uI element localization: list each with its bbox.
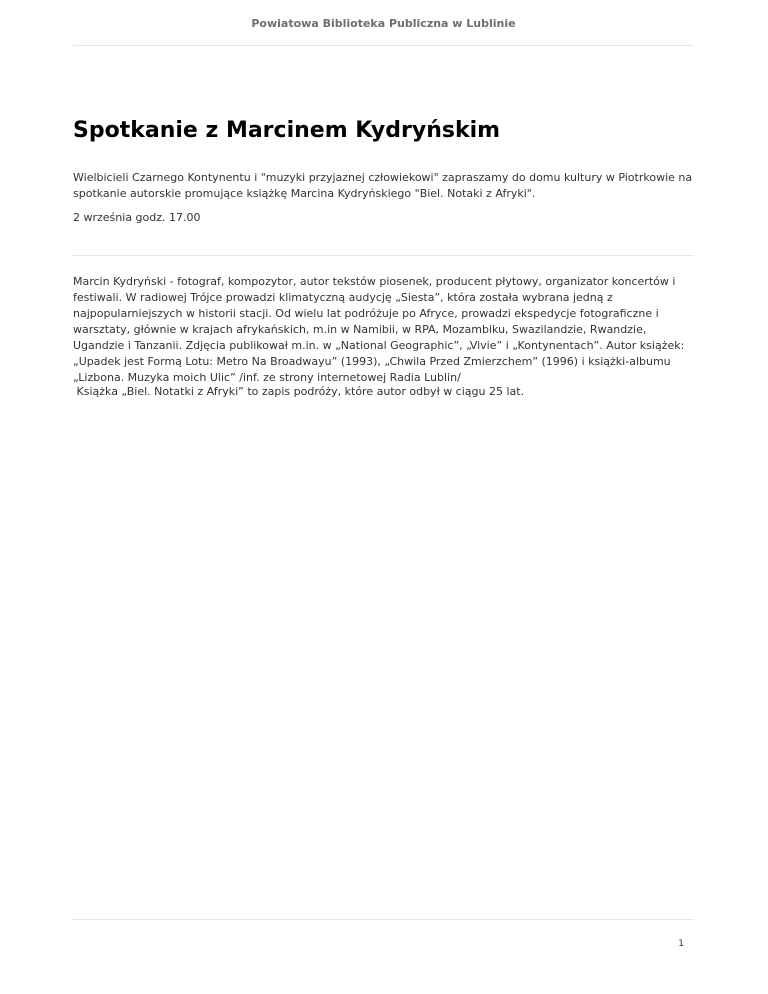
- content-divider: [73, 255, 694, 256]
- site-title: Powiatowa Biblioteka Publiczna w Lublinie: [251, 17, 516, 30]
- event-date: 2 września godz. 17.00: [73, 211, 201, 224]
- author-bio: Marcin Kydryński - fotograf, kompozytor, autor tekstów piosenek, producent płytowy, organizator koncertów i festiwali. W radiowej Trójce prowadzi klimatyczną audycję „Siesta”, która została wybrana jedną z najpopularniejszych w historii stacji. Od wielu lat podróżuje po Afryce, prowadzi ekspedycje fotograficzne i warsztaty, głównie w krajach afrykańskich, m.in w Namibii, w RPA, Mozambiku, Swazilandzie, Rwandzie, Ugandzie i Tanzanii. Zdjęcia publikował m.in. w „National Geographic”, „Vivie” i „Kontynentach”. Autor książek: „Upadek jest Formą Lotu: Metro Na Broadwayu” (1993), „Chwila Przed Zmierzchem” (1996) i książki-albumu „Lizbona. Muzyka moich Ulic” /inf. ze strony internetowej Radia Lublin/: [73, 275, 685, 384]
- page-number: 1: [678, 939, 684, 949]
- footer-divider: [73, 919, 694, 920]
- book-note: Książka „Biel. Notatki z Afryki” to zapis podróży, które autor odbył w ciągu 25 lat.: [73, 385, 525, 398]
- article-title: Spotkanie z Marcinem Kydryńskim: [73, 118, 501, 143]
- article-intro: Wielbicieli Czarnego Kontynentu i "muzyki przyjaznej człowiekowi" zapraszamy do domu kultury w Piotrkowie na spotkanie autorskie promujące książkę Marcina Kydryńskiego "Biel. Notaki z Afryki".: [73, 171, 693, 200]
- header-divider: [73, 45, 694, 46]
